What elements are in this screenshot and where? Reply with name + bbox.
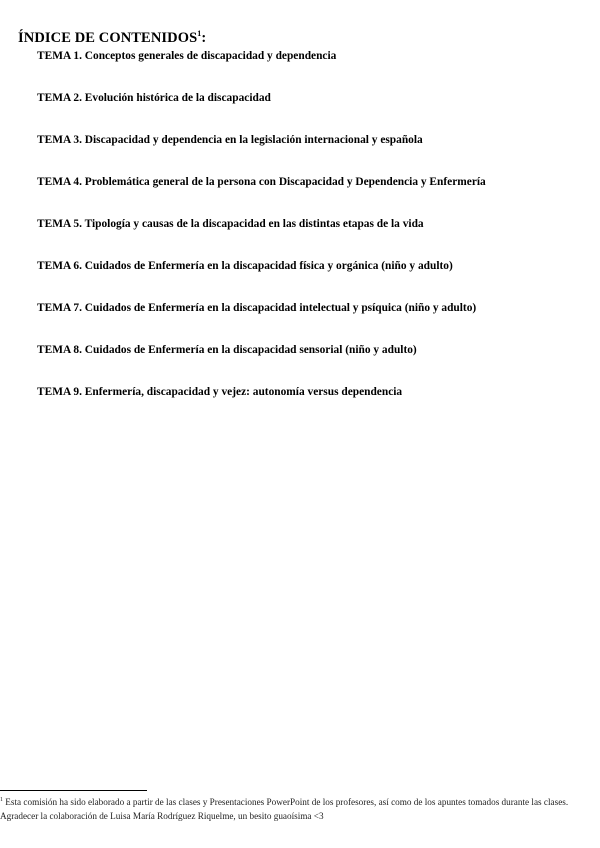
toc-item-tema-3: TEMA 3. Discapacidad y dependencia en la legislación internacional y española <box>37 134 423 146</box>
toc-item-tema-9: TEMA 9. Enfermería, discapacidad y vejez: autonomía versus dependencia <box>37 386 403 398</box>
toc-item-tema-4: TEMA 4. Problemática general de la persona con Discapacidad y Dependencia y Enfermería <box>37 176 486 188</box>
toc-item-tema-5: TEMA 5. Tipología y causas de la discapacidad en las distintas etapas de la vida <box>37 218 424 230</box>
footnote <box>0 795 598 823</box>
footnote-separator <box>0 790 147 791</box>
toc-item-tema-2: TEMA 2. Evolución histórica de la discapacidad <box>37 92 271 104</box>
toc-item-tema-1: TEMA 1. Conceptos generales de discapacidad y dependencia <box>37 50 337 62</box>
page-title-colon: : <box>201 30 207 46</box>
table-of-contents <box>37 47 486 425</box>
page-title <box>18 30 206 47</box>
toc-item-tema-7: TEMA 7. Cuidados de Enfermería en la discapacidad intelectual y psíquica (niño y adulto) <box>37 302 477 314</box>
footnote-text: Esta comisión ha sido elaborado a partir de las clases y Presentaciones PowerPoint de los profesores, así como de los apuntes tomados durante las clases. Agradecer la colaboración de Luisa María Rodríguez Riquelme, un besito guaoísima <3 <box>0 797 569 821</box>
toc-item-tema-8: TEMA 8. Cuidados de Enfermería en la discapacidad sensorial (niño y adulto) <box>37 344 417 356</box>
footnote-marker: 1 <box>0 796 3 803</box>
toc-item-tema-6: TEMA 6. Cuidados de Enfermería en la discapacidad física y orgánica (niño y adulto) <box>37 260 453 272</box>
page-title-text: ÍNDICE DE CONTENIDOS <box>18 30 198 46</box>
footnote-reference[interactable]: 1 <box>197 29 202 39</box>
